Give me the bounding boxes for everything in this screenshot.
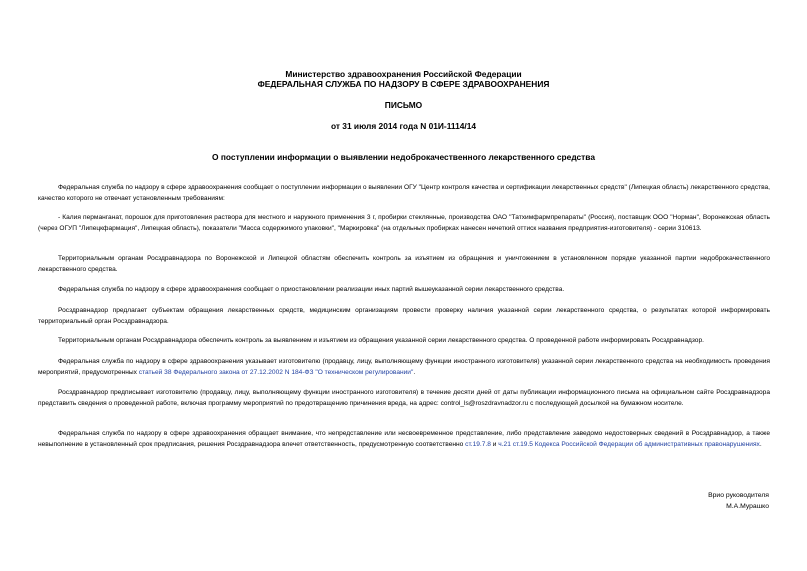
paragraph-2: - Калия перманганат, порошок для приготовления раствора для местного и наружного применения 3 г, пробирки стеклянные, производства ОАО "Татхимфармпрепараты" (Россия), поставщик ООО "Норман", Воронежская область (через ОГУП "Липецкфармация", Липецкая область), показатели "Масса содержимого упаковки", "Маркировка" (на отдельных пробирках нанесен нечеткий оттиск названия предприятия-изготовителя) - серии 310613. — [38, 214, 770, 232]
paragraph-6: Территориальным органам Росздравнадзора обеспечить контроль за выявлением и изъятием из обращения указанной серии лекарственного средства. О проведенной работе информировать Росздравнадзор. — [58, 337, 704, 344]
paragraph-9-text: Федеральная служба по надзору в сфере здравоохранения обращает внимание, что непредставление или несвоевременное представление, либо представление заведомо недостоверных сведений в Росздравнадзор, а также невыполнение в установленный срок предписания, решения Росздравнадзора влечет ответственность, предусмотренную соответственно — [38, 430, 770, 448]
federal-law-link[interactable]: статьей 38 Федерального закона от 27.12.2002 N 184-ФЗ "О техническом регулировании" — [138, 368, 414, 376]
paragraph-8: Росздравнадзор предписывает изготовителю (продавцу, лицу, выполняющему функции иностранного изготовителя) в течение десяти дней от даты публикации информационного письма на официальном сайте Росздравнадзора представить сведения о проведенной работе, включая программу мероприятий по предотвращению причинения вреда, на адрес: control_ls@roszdravnadzor.ru с последующей досылкой на бумажном носителе. — [38, 389, 770, 407]
paragraph-9-conjunction: и — [490, 440, 499, 448]
paragraph-9 — [38, 429, 770, 450]
paragraph-5: Росздравнадзор предлагает субъектам обращения лекарственных средств, медицинским организациям провести проверку наличия указанной серии лекарственного средства, о результатах которой информировать территориальный орган Росздравнадзора. — [38, 307, 770, 325]
document-type: ПИСЬМО — [384, 100, 423, 110]
document-date-number: от 31 июля 2014 года N 01И-1114/14 — [330, 121, 477, 131]
paragraph-3: Территориальным органам Росздравнадзора по Воронежской и Липецкой областям обеспечить контроль за изъятием из обращения и уничтожением в установленном порядке указанной партии недоброкачественного лекарственного средства. — [38, 255, 770, 273]
document-title: О поступлении информации о выявлении недоброкачественного лекарственного средства — [212, 152, 595, 162]
koap-article-link-2[interactable]: ч.21 ст.19.5 Кодекса Российской Федерации об административных правонарушениях — [498, 440, 760, 448]
signatory-name: М.А.Мурашко — [726, 503, 769, 510]
service-name: ФЕДЕРАЛЬНАЯ СЛУЖБА ПО НАДЗОРУ В СФЕРЕ ЗДРАВООХРАНЕНИЯ — [257, 79, 550, 89]
koap-article-link-1[interactable]: ст.19.7.8 — [465, 440, 491, 448]
paragraph-4: Федеральная служба по надзору в сфере здравоохранения сообщает о приостановлении реализации иных партий вышеуказанной серии лекарственного средства. — [58, 286, 565, 293]
paragraph-7-text: Федеральная служба по надзору в сфере здравоохранения указывает изготовителю (продавцу, лицу, выполняющему функции иностранного изготовителя) указанной серии лекарственного средства на необходимость проведения мероприятий, предусмотренных — [38, 358, 770, 376]
ministry-name: Министерство здравоохранения Российской Федерации — [285, 69, 522, 79]
signatory-position: Врио руководителя — [708, 492, 769, 499]
paragraph-1: Федеральная служба по надзору в сфере здравоохранения сообщает о поступлении информации о выявлении ОГУ "Центр контроля качества и сертификации лекарственных средств" (Липецкая область) лекарственного средства, качество которого не отвечает установленным требованиям: — [38, 184, 770, 202]
paragraph-7 — [38, 357, 770, 378]
paragraph-9-end: . — [759, 440, 762, 448]
paragraph-7-end: . — [413, 368, 416, 376]
